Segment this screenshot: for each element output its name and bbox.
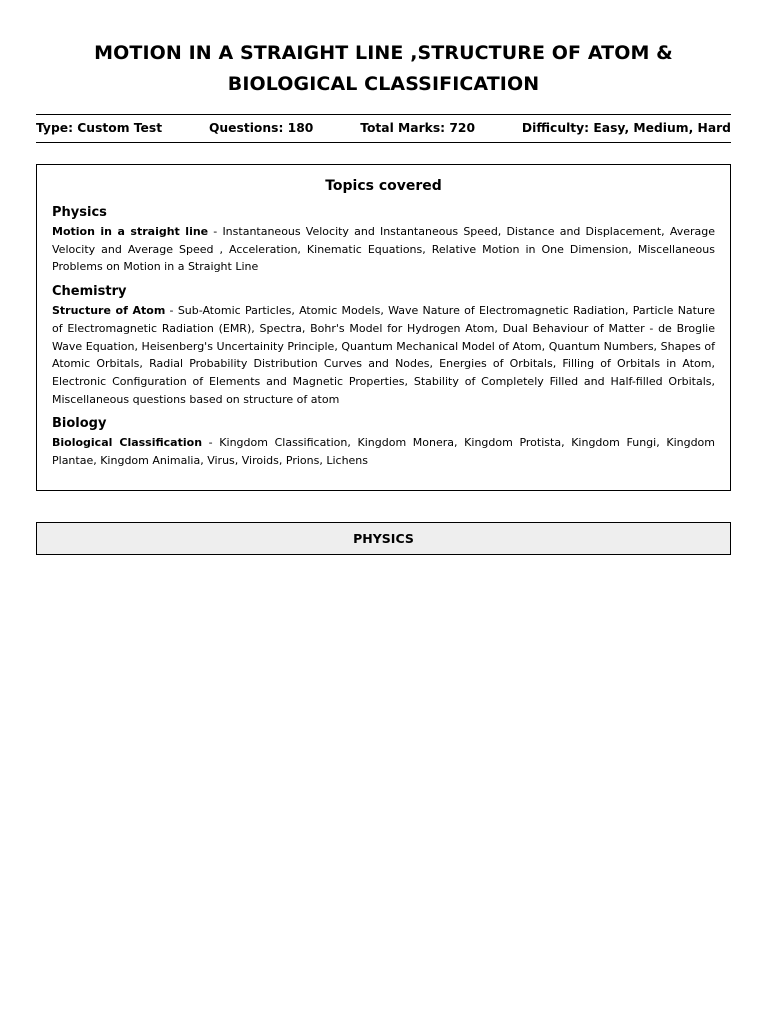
section-header-physics: PHYSICS [36,522,731,555]
question-count: Questions: 180 [208,121,314,135]
chapter-name: Motion in a straight line [52,225,209,238]
total-marks: Total Marks: 720 [360,121,476,135]
topics-covered-box [36,164,731,491]
chapter-name: Biological Classification [52,436,203,450]
topic-list: Sub-Atomic Particles, Atomic Models, Wave Nature of Electromagnetic Radiation, Particle Nature of Electromagnetic Radiation (EMR), Spectra, Bohr's Model for Hydrogen Atom, Dual Behaviour of Matter - de Broglie Wave Equation, Heisenberg's Uncertainity Principle, Quantum Mechanical Model of Atom, Quantum Numbers, Shapes of Atomic Orbitals, Radial Probability Distribution Curves and Nodes, Energies of Orbitals, Filling of Orbitals in Atom, Electronic Configuration of Elements and Magnetic Properties, Stability of Completely Filled and Half-filled Orbitals, Miscellaneous questions based on structure of atom [52,304,715,406]
subject-physics: Physics [52,205,107,220]
topics-heading: Topics covered [325,178,442,194]
topic-list: Kingdom Classification, Kingdom Monera, Kingdom Protista, Kingdom Fungi, Kingdom Plantae, Kingdom Animalia, Virus, Viroids, Prions, Lichens [52,436,716,468]
header-divider-bottom [36,142,731,143]
chapter-separator: - [165,304,178,318]
chemistry-topics [52,302,715,408]
biology-topics [52,434,715,469]
chapter-separator: - [202,436,220,450]
physics-topics [52,223,715,276]
test-type: Type: Custom Test [36,121,163,135]
test-meta-bar [36,115,731,142]
chapter-separator: - [208,225,223,238]
page-title: MOTION IN A STRAIGHT LINE ,STRUCTURE OF ATOM & BIOLOGICAL CLASSIFICATION [94,42,673,95]
chapter-name: Structure of Atom [52,304,166,318]
difficulty: Difficulty: Easy, Medium, Hard [521,121,731,135]
subject-biology: Biology [52,416,107,432]
test-paper-page [36,0,731,555]
subject-chemistry: Chemistry [52,284,127,300]
topic-list: Instantaneous Velocity and Instantaneous Speed, Distance and Displacement, Average Velocity and Average Speed , Acceleration, Kinematic Equations, Relative Motion in One Dimension, Miscellaneous Problems on Motion in a Straight Line [52,225,716,274]
